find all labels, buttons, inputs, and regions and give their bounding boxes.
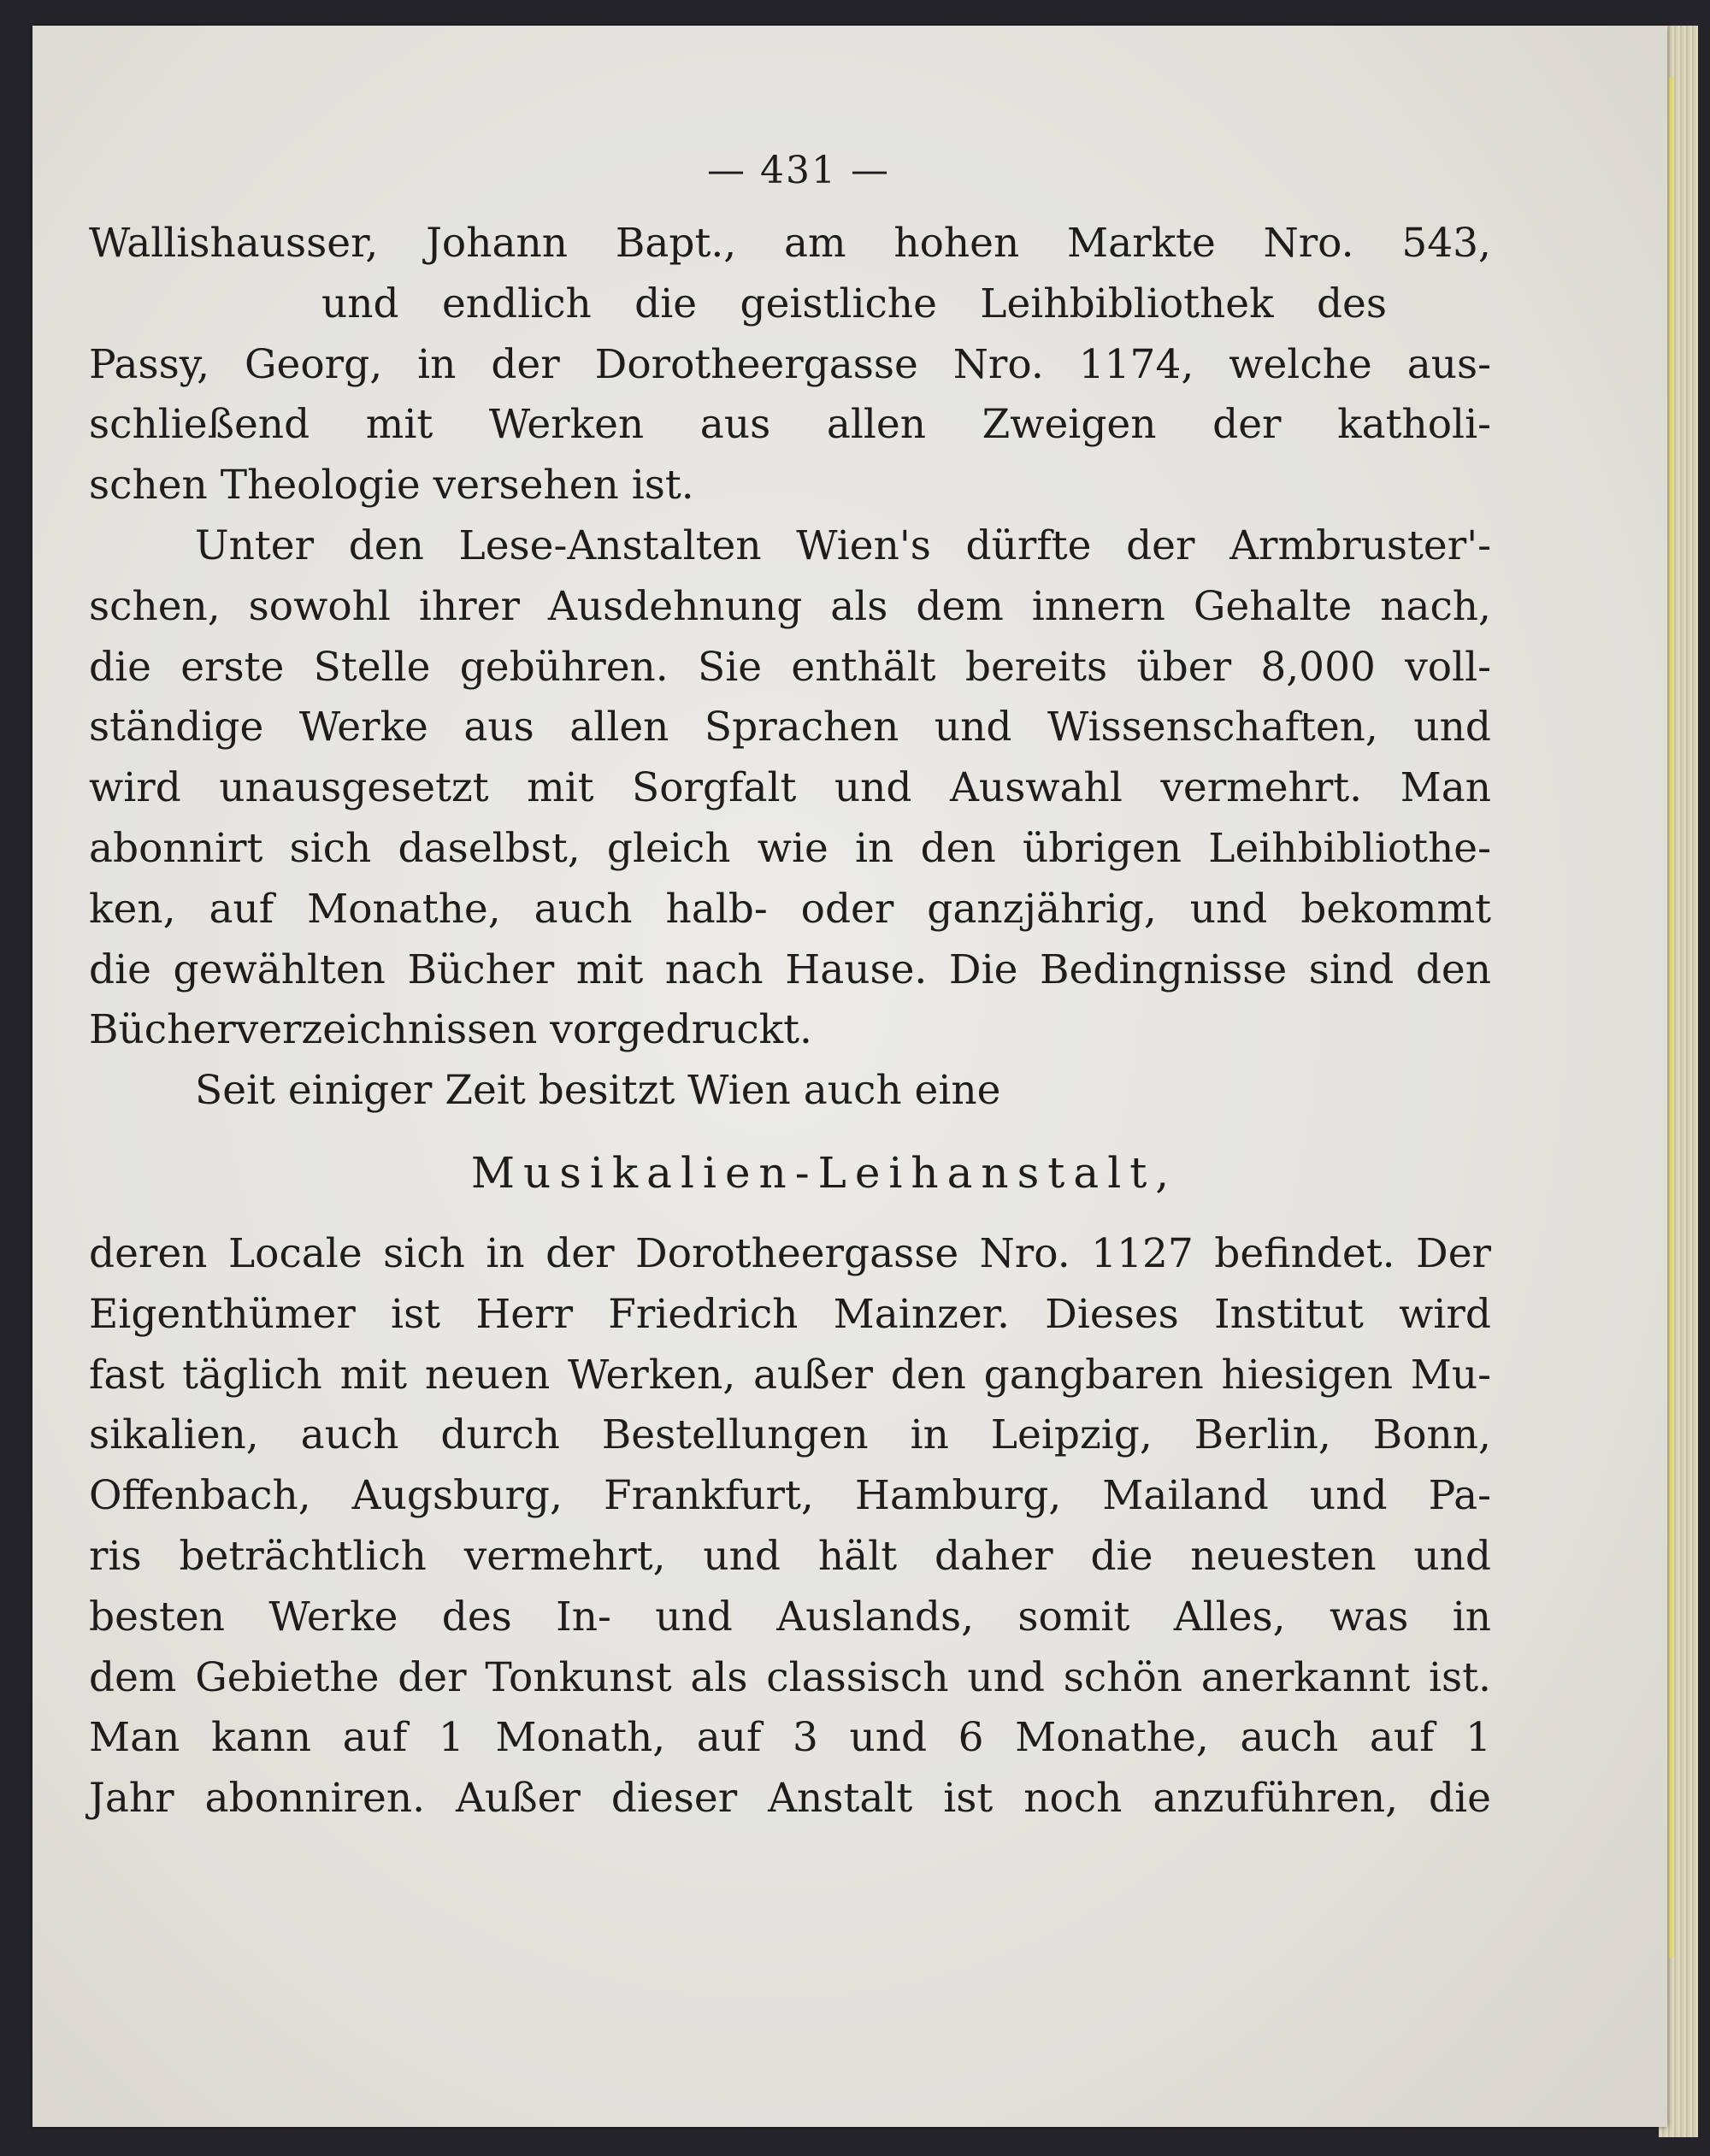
text-line: schen, sowohl ihrer Ausdehnung als dem innern Gehalte nach, [89, 582, 1491, 630]
text-line: Unter den Lese-Anstalten Wien's dürfte der Armbruster'- [195, 521, 1491, 569]
text-line: Seit einiger Zeit besitzt Wien auch eine [195, 1067, 1001, 1115]
text-line: fast täglich mit neuen Werken, außer den gangbaren hiesigen Mu- [89, 1351, 1491, 1399]
text-line: sikalien, auch durch Bestellungen in Leipzig, Berlin, Bonn, [89, 1411, 1491, 1459]
text-line: Jahr abonniren. Außer dieser Anstalt ist noch anzuführen, die [89, 1775, 1491, 1823]
text-line: besten Werke des In- und Auslands, somit Alles, was in [89, 1593, 1491, 1641]
text-line: ris beträchtlich vermehrt, und hält daher die neuesten und [89, 1532, 1491, 1580]
text-line: dem Gebiethe der Tonkunst als classisch und schön anerkannt ist. [89, 1653, 1491, 1701]
text-line: ken, auf Monathe, auch halb- oder ganzjährig, und bekommt [89, 885, 1491, 933]
page-number: — 431 — [707, 149, 890, 192]
text-line: wird unausgesetzt mit Sorgfalt und Auswahl vermehrt. Man [89, 764, 1491, 812]
text-line: die erste Stelle gebühren. Sie enthält bereits über 8,000 voll- [89, 643, 1491, 691]
text-line: abonnirt sich daselbst, gleich wie in den übrigen Leihbibliothe- [89, 824, 1491, 872]
text-line: deren Locale sich in der Dorotheergasse Nro. 1127 befindet. Der [89, 1229, 1491, 1277]
section-heading: Musikalien-Leihanstalt, [470, 1147, 1178, 1198]
text-line: Eigenthümer ist Herr Friedrich Mainzer. Dieses Institut wird [89, 1290, 1491, 1338]
text-line: schen Theologie versehen ist. [89, 462, 694, 510]
text-line: Wallishausser, Johann Bapt., am hohen Markte Nro. 543, [89, 220, 1491, 267]
text-line: Bücherverzeichnissen vorgedruckt. [89, 1006, 812, 1054]
text-line: ständige Werke aus allen Sprachen und Wissenschaften, und [89, 704, 1491, 751]
text-line: Offenbach, Augsburg, Frankfurt, Hamburg, Mailand und Pa- [89, 1472, 1491, 1520]
text-line: Man kann auf 1 Monath, auf 3 und 6 Monathe, auch auf 1 [89, 1714, 1491, 1762]
text-line: Passy, Georg, in der Dorotheergasse Nro. 1174, welche aus- [89, 340, 1491, 388]
text-line: und endlich die geistliche Leihbibliothek des [321, 280, 1387, 327]
text-line: die gewählten Bücher mit nach Hause. Die Bedingnisse sind den [89, 945, 1491, 993]
page-text [89, 128, 1491, 1829]
text-line: schließend mit Werken aus allen Zweigen der katholi- [89, 401, 1491, 449]
